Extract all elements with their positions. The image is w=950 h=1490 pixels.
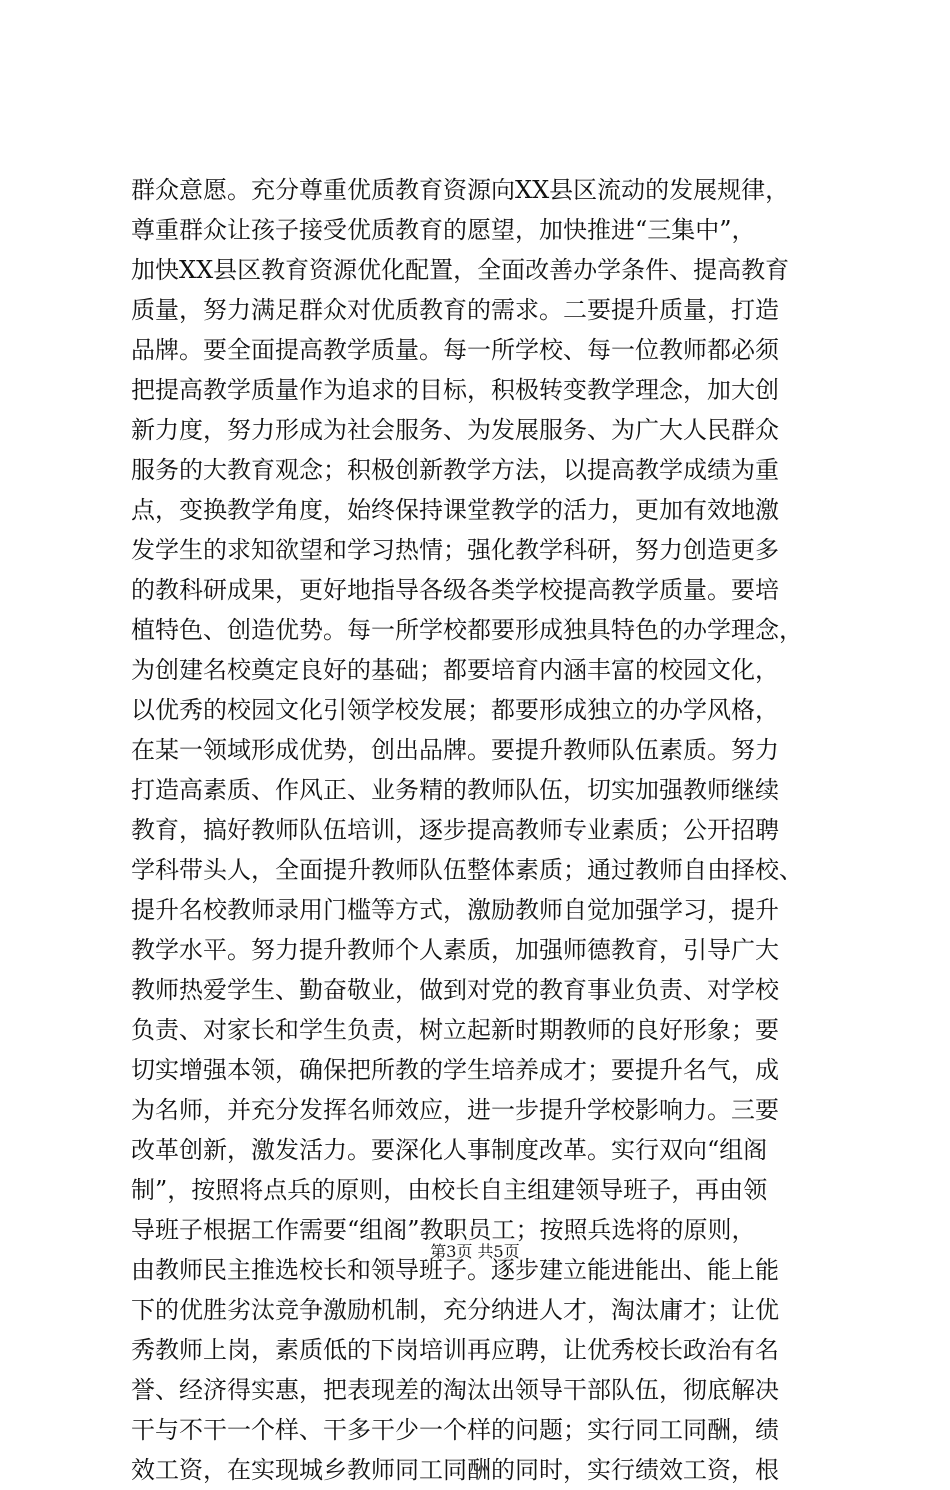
text-line: 发学生的求知欲望和学习热情；强化教学科研，努力创造更多 (131, 536, 779, 564)
text-line: 负责、对家长和学生负责，树立起新时期教师的良好形象；要 (131, 1016, 779, 1044)
text-line: 教学水平。努力提升教师个人素质，加强师德教育，引导广大 (131, 936, 779, 964)
text-line: 誉、经济得实惠，把表现差的淘汰出领导干部队伍，彻底解决 (131, 1376, 779, 1404)
text-line: 品牌。要全面提高教学质量。每一所学校、每一位教师都必须 (131, 336, 779, 364)
text-line: 服务的大教育观念；积极创新教学方法，以提高教学成绩为重 (131, 456, 779, 484)
text-line: 加快XX县区教育资源优化配置，全面改善办学条件、提高教育 (131, 256, 790, 284)
text-line: 打造高素质、作风正、业务精的教师队伍，切实加强教师继续 (131, 776, 779, 804)
text-line: 的教科研成果，更好地指导各级各类学校提高教学质量。要培 (131, 576, 779, 604)
text-line: 新力度，努力形成为社会服务、为发展服务、为广大人民群众 (131, 416, 779, 444)
text-line: 制”，按照将点兵的原则，由校长自主组建领导班子，再由领 (131, 1176, 768, 1204)
text-line: 教师热爱学生、勤奋敬业，做到对党的教育事业负责、对学校 (131, 976, 779, 1004)
text-line: 质量，努力满足群众对优质教育的需求。二要提升质量，打造 (131, 296, 779, 324)
text-line: 尊重群众让孩子接受优质教育的愿望，加快推进“三集中”， (131, 216, 756, 244)
text-line: 改革创新，激发活力。要深化人事制度改革。实行双向“组阁 (131, 1136, 768, 1164)
text-line: 秀教师上岗，素质低的下岗培训再应聘，让优秀校长政治有名 (131, 1336, 779, 1364)
text-line: 把提高教学质量作为追求的目标，积极转变教学理念，加大创 (131, 376, 779, 404)
page-footer (0, 1240, 950, 1264)
text-line: 为名师，并充分发挥名师效应，进一步提升学校影响力。三要 (131, 1096, 779, 1124)
text-line: 群众意愿。充分尊重优质教育资源向XX县区流动的发展规律， (131, 176, 790, 204)
text-line: 切实增强本领，确保把所教的学生培养成才；要提升名气，成 (131, 1056, 779, 1084)
text-line: 学科带头人，全面提升教师队伍整体素质；通过教师自由择校、 (131, 856, 803, 884)
text-line: 教育，搞好教师队伍培训，逐步提高教师专业素质；公开招聘 (131, 816, 779, 844)
text-line: 点，变换教学角度，始终保持课堂教学的活力，更加有效地激 (131, 496, 779, 524)
text-line: 植特色、创造优势。每一所学校都要形成独具特色的办学理念， (131, 616, 803, 644)
text-line: 为创建名校奠定良好的基础；都要培育内涵丰富的校园文化， (131, 656, 779, 684)
text-line: 以优秀的校园文化引领学校发展；都要形成独立的办学风格， (131, 696, 779, 724)
text-line: 由教师民主推选校长和领导班子。逐步建立能进能出、能上能 (131, 1256, 779, 1284)
text-line: 下的优胜劣汰竞争激励机制，充分纳进人才，淘汰庸才；让优 (131, 1296, 779, 1324)
page-number: 第3页 共5页 (430, 1242, 520, 1261)
text-line: 效工资，在实现城乡教师同工同酬的同时，实行绩效工资，根 (131, 1456, 779, 1484)
text-line: 干与不干一个样、干多干少一个样的问题；实行同工同酬，绩 (131, 1416, 779, 1444)
text-line: 导班子根据工作需要“组阁”教职员工；按照兵选将的原则， (131, 1216, 756, 1244)
body-paragraph (131, 170, 831, 1490)
text-line: 在某一领域形成优势，创出品牌。要提升教师队伍素质。努力 (131, 736, 779, 764)
text-line: 提升名校教师录用门槛等方式，激励教师自觉加强学习，提升 (131, 896, 779, 924)
